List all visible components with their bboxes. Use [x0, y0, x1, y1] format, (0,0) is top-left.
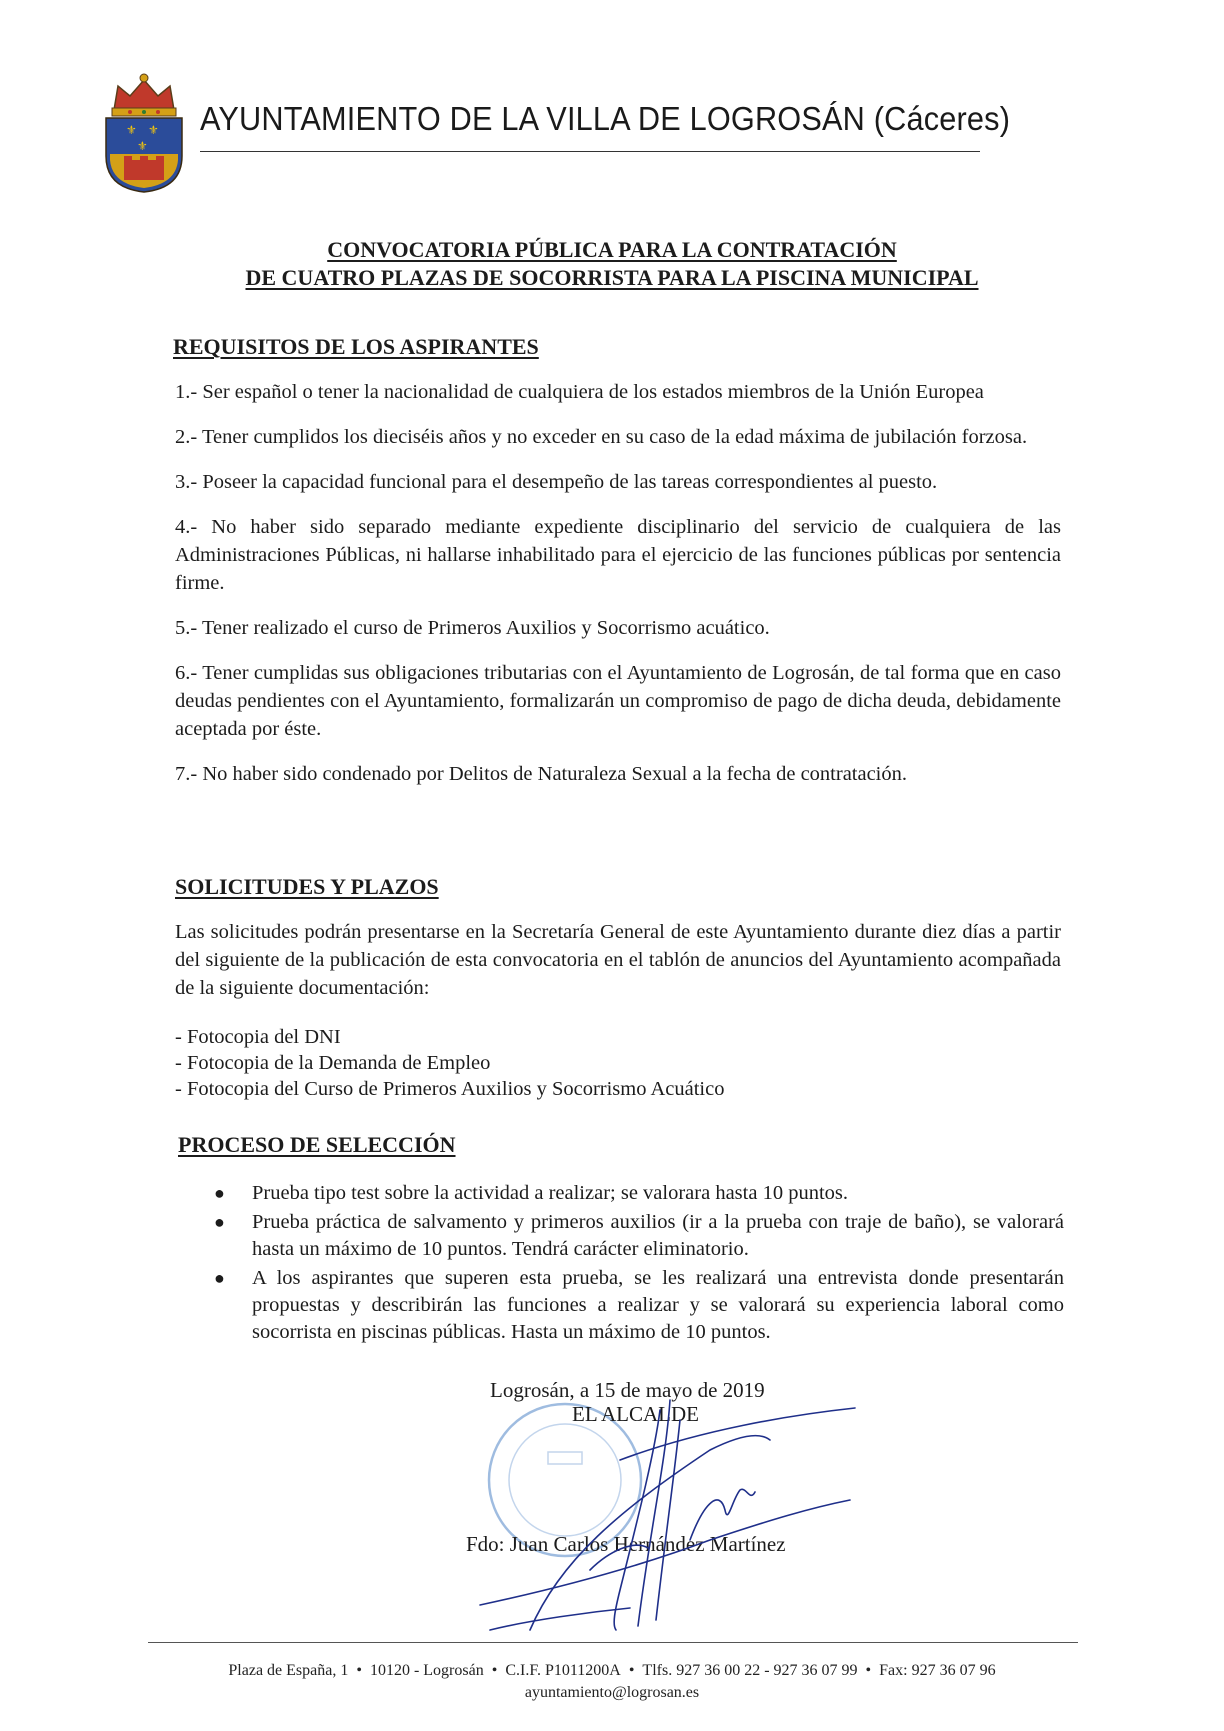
footer-postal: 10120 - Logrosán: [369, 1662, 484, 1679]
document-title-line-2: DE CUATRO PLAZAS DE SOCORRISTA PARA LA PISCINA MUNICIPAL: [245, 265, 979, 290]
signature-role: EL ALCALDE: [572, 1402, 699, 1426]
seleccion-item-text: A los aspirantes que superen esta prueba, se les realizará una entrevista donde presentarán propuestas y describirán las funciones a realizar y se valorará su experiencia laboral como socorrista en piscinas públicas. Hasta un máximo de 10 puntos.: [252, 1267, 1064, 1343]
requisito-item: 7.- No haber sido condenado por Delitos de Naturaleza Sexual a la fecha de contratación.: [175, 763, 908, 785]
seleccion-item: [214, 1209, 1064, 1263]
footer-cif: C.I.F. P1011200A: [505, 1662, 621, 1679]
requisito-item: 1.- Ser español o tener la nacionalidad de cualquiera de los estados miembros de la Unión Europea: [175, 381, 984, 403]
documentation-item: - Fotocopia del Curso de Primeros Auxilios y Socorrismo Acuático: [175, 1078, 725, 1100]
footer-divider: [148, 1642, 1078, 1643]
requisitos-heading: REQUISITOS DE LOS ASPIRANTES: [173, 334, 539, 359]
seleccion-item: [214, 1180, 1064, 1207]
footer-address: Plaza de España, 1: [228, 1662, 349, 1679]
seleccion-heading: PROCESO DE SELECCIÓN: [178, 1132, 456, 1157]
documentation-item: - Fotocopia de la Demanda de Empleo: [175, 1052, 491, 1074]
footer-separator: •: [628, 1662, 635, 1679]
seleccion-list: [214, 1180, 1064, 1348]
bullet-icon: ●: [214, 1212, 225, 1232]
signature-name: Fdo: Juan Carlos Hernández Martínez: [466, 1532, 786, 1556]
organization-title: AYUNTAMIENTO DE LA VILLA DE LOGROSÁN (Cáceres): [200, 100, 1011, 137]
svg-text:⚜: ⚜: [148, 123, 159, 137]
footer-phones: Tlfs. 927 36 00 22 - 927 36 07 99: [642, 1662, 858, 1679]
requisito-item: 4.- No haber sido separado mediante expediente disciplinario del servicio de cualquiera de las Administraciones Públicas, ni hallarse inhabilitado para el ejercicio de las funciones públicas por sentencia firme.: [175, 516, 1061, 594]
footer-fax: Fax: 927 36 07 96: [879, 1662, 996, 1679]
footer-contact: [0, 1662, 1224, 1680]
seleccion-item: [214, 1265, 1064, 1346]
requisito-item: 6.- Tener cumplidas sus obligaciones tributarias con el Ayuntamiento de Logrosán, de tal forma que en caso deudas pendientes con el Ayuntamiento, formalizarán un compromiso de pago de dicha deuda, debidamente aceptada por éste.: [175, 662, 1061, 740]
footer-separator: •: [356, 1662, 362, 1679]
bullet-icon: ●: [214, 1268, 225, 1288]
svg-text:⚜: ⚜: [126, 123, 137, 137]
requisito-item: 3.- Poseer la capacidad funcional para el desempeño de las tareas correspondientes al puesto.: [175, 471, 938, 493]
requisito-item: 2.- Tener cumplidos los dieciséis años y no exceder en su caso de la edad máxima de jubilación forzosa.: [175, 426, 1028, 448]
seleccion-item-text: Prueba práctica de salvamento y primeros auxilios (ir a la prueba con traje de baño), se valorará hasta un máximo de 10 puntos. Tendrá carácter eliminatorio.: [252, 1211, 1064, 1260]
documentation-list: [175, 1024, 724, 1102]
requisitos-list: [175, 378, 1061, 805]
bullet-icon: ●: [214, 1183, 225, 1203]
svg-text:⚜: ⚜: [137, 139, 148, 153]
seleccion-item-text: Prueba tipo test sobre la actividad a realizar; se valorara hasta 10 puntos.: [252, 1182, 848, 1204]
header-divider: [200, 151, 980, 152]
solicitudes-text: Las solicitudes podrán presentarse en la Secretaría General de este Ayuntamiento durante diez días a partir del siguiente de la publicación de esta convocatoria en el tablón de anuncios del Ayuntamiento acompañada de la siguiente documentación:: [175, 921, 1061, 999]
documentation-item: - Fotocopia del DNI: [175, 1026, 341, 1048]
crest-icon: [100, 70, 188, 194]
requisito-item: 5.- Tener realizado el curso de Primeros Auxilios y Socorrismo acuático.: [175, 617, 770, 639]
signature-icon: [470, 1390, 890, 1635]
document-title: [150, 236, 1074, 292]
signature-date: Logrosán, a 15 de mayo de 2019: [490, 1378, 765, 1402]
solicitudes-heading: SOLICITUDES Y PLAZOS: [175, 874, 439, 899]
footer-separator: •: [491, 1662, 498, 1679]
document-title-line-1: CONVOCATORIA PÚBLICA PARA LA CONTRATACIÓN: [327, 237, 897, 262]
footer-email: ayuntamiento@logrosan.es: [524, 1684, 700, 1701]
footer-separator: •: [865, 1662, 872, 1679]
